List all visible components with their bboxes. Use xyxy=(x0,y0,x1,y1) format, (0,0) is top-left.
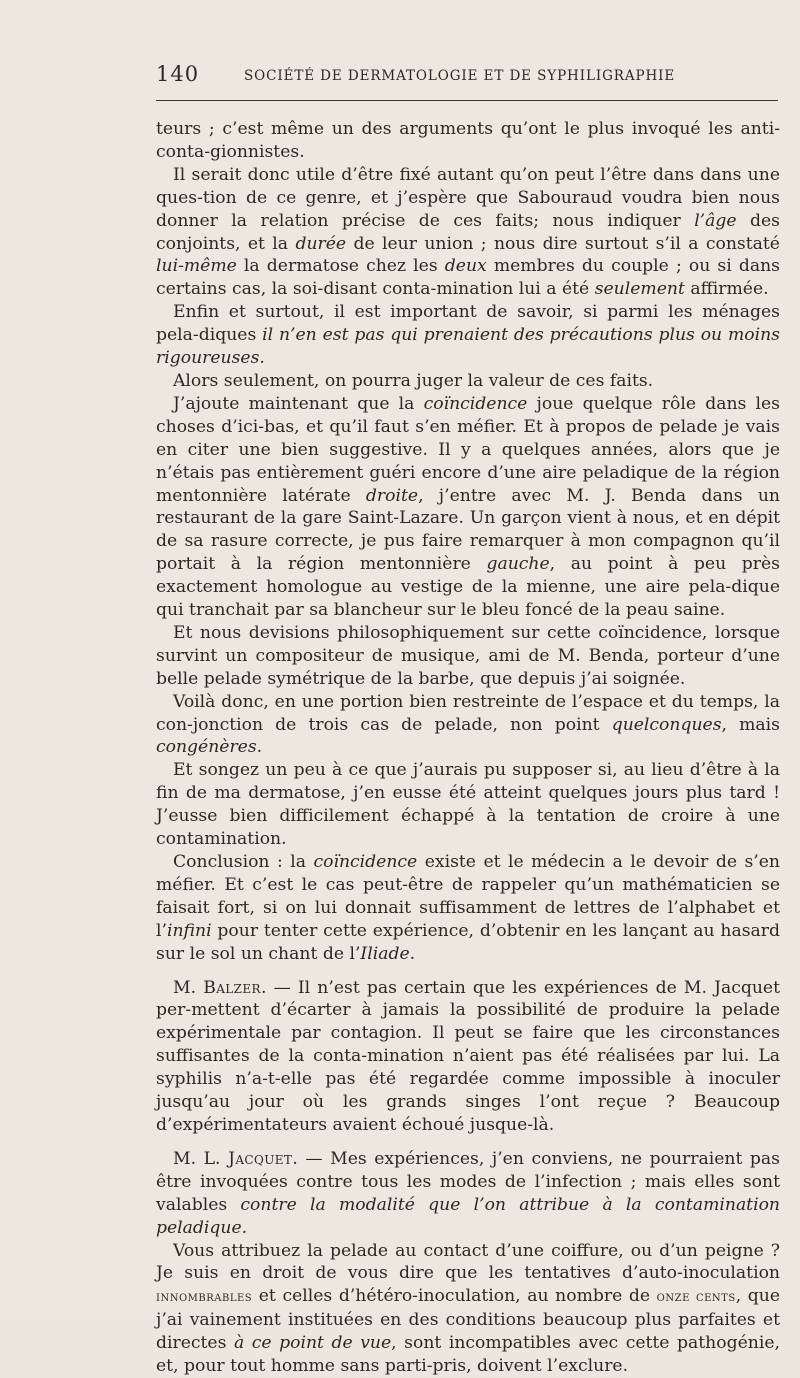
text-run: Et nous devisions philosophiquement sur cette coïncidence, lorsque survint un compositeur de musique, ami de M. Benda, porteur d’une belle pelade symétrique de la barbe, que depuis j’ai soignée. xyxy=(156,622,780,689)
paragraph-p12 xyxy=(156,1240,780,1378)
running-head: SOCIÉTÉ DE DERMATOLOGIE ET DE SYPHILIGRAPHIE xyxy=(244,68,676,84)
italic-text: contre la modalité que l’on attribue à la contamination peladique. xyxy=(156,1194,781,1238)
text-run: Alors seulement, on pourra juger la valeur de ces faits. xyxy=(173,370,654,391)
text-run: joue quelque rôle dans les choses d’ici-bas, et qu’il faut s’en méfier. Et à propos de pelade je vais en citer une bien suggestive. Il y a quelques années, alors que je n’étais pas entièrement guéri encore d’une aire peladique de la région mentonnière latérate xyxy=(156,393,780,506)
page-number: 140 xyxy=(156,62,200,86)
text-run: Et songez un peu à ce que j’aurais pu supposer si, au lieu d’être à la fin de ma dermatose, j’en eusse été atteint quelques jours plus tard ! J’eusse bien difficilement échappé à la tentation de croire à une contamination. xyxy=(156,760,780,850)
text-run: M. L. xyxy=(173,1148,229,1169)
text-run: . xyxy=(256,737,263,758)
paragraph-p9 xyxy=(156,851,780,966)
small-caps-text: onze cents xyxy=(656,1289,736,1306)
italic-text: congénères xyxy=(156,737,257,758)
italic-text: à ce point de vue xyxy=(233,1333,392,1354)
italic-text: gauche xyxy=(486,554,550,575)
paragraph-p4 xyxy=(156,370,780,393)
italic-text: l’âge xyxy=(694,210,737,231)
body-text xyxy=(156,118,780,1378)
text-run: Il serait donc utile d’être fixé autant qu’on peut l’être dans dans une ques-tion de ce genre, et j’espère que Sabouraud voudra bien nous donner la relation précise de ces faits; nous indiquer xyxy=(156,164,780,231)
italic-text: infini xyxy=(166,920,212,941)
text-run: Voilà donc, en une portion bien restreinte de l’espace et du temps, la con-jonction de trois cas de pelade, non point xyxy=(156,691,780,735)
italic-text: il n’en est pas qui prenaient des précautions plus ou moins rigoureuses. xyxy=(156,325,780,369)
italic-text: quelconques xyxy=(611,714,722,735)
text-run: Enfin et surtout, il est important de savoir, si parmi les ménages pela-diques xyxy=(156,302,780,346)
header-rule xyxy=(156,100,778,101)
paragraph-p7 xyxy=(156,691,780,760)
text-run: affirmée. xyxy=(684,279,769,300)
small-caps-text: innombrables xyxy=(156,1289,253,1306)
text-run: pour tenter cette expérience, d’obtenir en les lançant au hasard sur le sol un chant de l’ xyxy=(156,920,780,964)
italic-text: coïncidence xyxy=(313,852,418,872)
text-run: , j’entre avec M. J. Benda dans un restaurant de la gare Saint-Lazare. Un garçon vient à nous, et en dépit de sa rasure correcte, je pus faire remarquer à mon compagnon qu’il portait à la région mentonnière xyxy=(156,485,780,575)
text-run: , au point à peu près exactement homologue au vestige de la mienne, une aire pela-dique qui tranchait par sa blancheur sur le bleu foncé de la peau saine. xyxy=(156,554,780,621)
text-run: , que j’ai vainement instituées en des conditions beaucoup plus parfaites et directes xyxy=(156,1286,781,1354)
italic-text: seulement xyxy=(594,279,685,300)
paragraph-p2 xyxy=(156,164,780,301)
text-run: membres du couple ; ou si dans certains cas, la soi-disant conta-mination lui a été xyxy=(156,256,780,300)
text-run: Vous attribuez la pelade au contact d’une coiffure, ou d’un peigne ? Je suis en droit de vous dire que les tentatives d’auto-inoculation xyxy=(156,1240,780,1284)
text-run: de leur union ; nous dire surtout s’il a constaté xyxy=(346,233,780,254)
text-run: existe et le médecin a le devoir de s’en méfier. Et c’est le cas peut-être de rappeler qu’un mathématicien se faisait fort, si on lui donnait suffisamment de lettres de l’alphabet et l’ xyxy=(156,852,781,941)
paragraph-p8 xyxy=(156,759,780,851)
text-run: des conjoints, et la xyxy=(156,210,780,254)
paragraph-p10 xyxy=(156,977,780,1137)
italic-text: droite xyxy=(365,485,419,506)
italic-text: coïncidence xyxy=(423,393,528,414)
paragraph-p1 xyxy=(156,118,780,164)
paragraph-p5 xyxy=(156,393,780,622)
paragraph-p6 xyxy=(156,622,780,691)
text-run: M. xyxy=(173,977,204,998)
paragraph-p3 xyxy=(156,301,780,370)
italic-text: lui-même xyxy=(156,256,237,277)
text-run: la dermatose chez les xyxy=(236,256,445,277)
italic-text: Iliade xyxy=(360,943,410,964)
text-run: . — Il n’est pas certain que les expériences de M. Jacquet per-mettent d’écarter à jamais la possibilité de produire la pelade expérimentale par contagion. Il peut se faire que les circonstances suffisantes de la conta-mination n’aient pas été réalisées par lui. La syphilis n’a-t-elle pas été regardée comme impossible à inoculer jusqu’au jour où les grands singes l’ont reçue ? Beaucoup d’expérimentateurs avaient échoué jusque-là. xyxy=(156,977,780,1135)
italic-text: durée xyxy=(295,233,347,254)
text-run: . — Mes expériences, j’en conviens, ne pourraient pas être invoquées contre tous les modes de l’infection ; mais elles sont valables xyxy=(156,1148,780,1215)
speaker-name: Jacquet xyxy=(228,1148,293,1169)
text-run: et celles d’hétéro-inoculation, au nombre de xyxy=(252,1286,657,1307)
text-run: Conclusion : la xyxy=(173,852,314,872)
italic-text: deux xyxy=(444,256,487,277)
text-run: , mais xyxy=(721,714,780,735)
text-run: , sont incompatibles avec cette pathogénie, et, pour tout homme sans parti-pris, doivent l’exclure. xyxy=(156,1333,780,1377)
text-run: teurs ; c’est même un des arguments qu’ont le plus invoqué les anti-conta-gionnistes. xyxy=(156,119,780,162)
text-run: J’ajoute maintenant que la xyxy=(173,393,424,414)
paragraph-p11 xyxy=(156,1148,780,1240)
text-run: . xyxy=(409,943,416,964)
page-header xyxy=(156,62,778,92)
speaker-name: Balzer xyxy=(203,977,261,998)
